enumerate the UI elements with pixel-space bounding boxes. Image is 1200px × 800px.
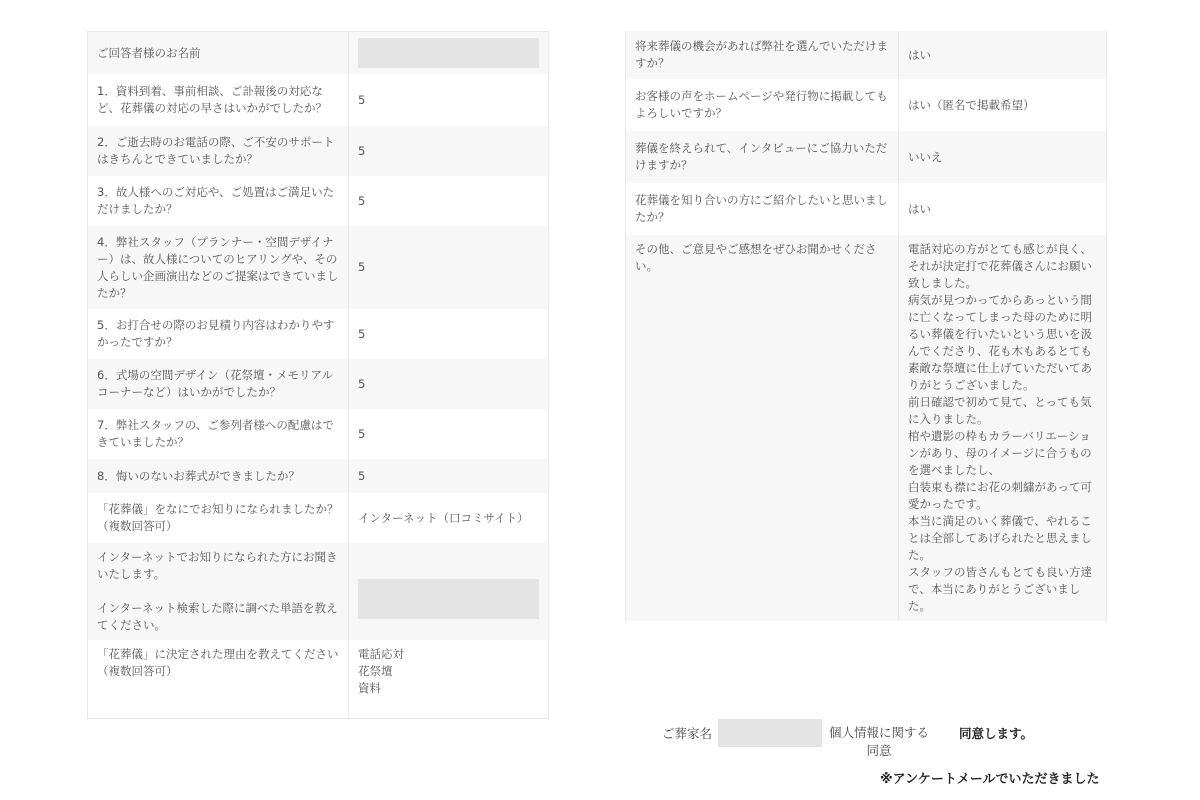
table-row — [88, 543, 549, 640]
question-cell: 花葬儀を知り合いの方にご紹介したいと思いましたか？ — [626, 183, 899, 235]
masked-family-name — [718, 719, 822, 747]
table-row — [88, 493, 549, 543]
answer-cell — [349, 543, 549, 640]
question-cell: 8．悔いのないお葬式ができましたか？ — [88, 459, 349, 493]
table-row — [626, 79, 1107, 131]
question-cell: 6．式場の空間デザイン（花祭壇・メモリアルコーナーなど）はいかがでしたか？ — [88, 359, 349, 409]
family-name-label: ご葬家名 — [662, 726, 713, 741]
source-note: ※アンケートメールでいただきました — [880, 772, 1100, 787]
question-cell: 葬儀を終えられて、インタビューにご協力いただけますか？ — [626, 131, 899, 183]
question-cell: 4．弊社スタッフ（プランナー・空間デザイナー）は、故人様についてのヒアリングや、その人らしい企画演出などのご提案はできていましたか？ — [88, 226, 349, 309]
answer-cell: 5 — [349, 74, 549, 126]
masked-keyword-field — [358, 579, 539, 619]
question-cell: 1．資料到着、事前相談、ご訃報後の対応など、花葬儀の対応の早さはいかがでしたか？ — [88, 74, 349, 126]
answer-cell: はい — [899, 31, 1107, 79]
answer-cell: 5 — [349, 409, 549, 459]
privacy-consent-value: 同意します。 — [959, 726, 1034, 741]
answer-cell: 電話対応の方がとても感じが良く、それが決定打で花葬儀さんにお願い致しました。 病気が見つかってからあっという間に亡くなってしまった母のために明るい葬儀を行いたいという思いを汲んでくださり、花も木もあるとても素敵な祭壇に仕上げていただいてありがとうございました。 前日確認で初めて見て、とっても気に入りました。 棺や遺影の枠もカラーバリエーションがあり、母のイメージに合うものを選べましたし、 白装束も襟にお花の刺繍があって可愛かったです。 本当に満足のいく葬儀で、やれることは全部してあげられたと思えました。 スタッフの皆さんもとても良い方達で、本当にありがとうございました。 — [899, 235, 1107, 621]
answer-cell: 5 — [349, 176, 549, 226]
table-row — [88, 226, 549, 309]
answer-cell: はい（匿名で掲載希望） — [899, 79, 1107, 131]
table-row — [88, 74, 549, 126]
answer-cell: インターネット（口コミサイト） — [349, 493, 549, 543]
answer-cell: 5 — [349, 126, 549, 176]
survey-table-left — [87, 31, 549, 719]
table-row — [626, 235, 1107, 621]
masked-name-field — [358, 38, 539, 68]
question-cell: お客様の声をホームページや発行物に掲載してもよろしいですか？ — [626, 79, 899, 131]
table-row — [88, 359, 549, 409]
answer-cell: 5 — [349, 226, 549, 309]
privacy-consent-label: 個人情報に関する同意 — [828, 725, 929, 758]
question-cell: 「花葬儀」をなにでお知りになられましたか？（複数回答可） — [88, 493, 349, 543]
question-cell: 7．弊社スタッフの、ご参列者様への配慮はできていましたか？ — [88, 409, 349, 459]
table-row — [88, 176, 549, 226]
answer-cell: 5 — [349, 459, 549, 493]
table-row — [88, 32, 549, 75]
table-row — [626, 31, 1107, 79]
answer-cell: はい — [899, 183, 1107, 235]
survey-table-right — [625, 31, 1107, 621]
table-row — [88, 459, 549, 493]
table-row — [88, 126, 549, 176]
answer-cell: 5 — [349, 309, 549, 359]
table-row — [626, 183, 1107, 235]
table-row — [88, 409, 549, 459]
question-cell: ご回答者様のお名前 — [88, 32, 349, 75]
question-cell: 将来葬儀の機会があれば弊社を選んでいただけますか？ — [626, 31, 899, 79]
question-cell: その他、ご意見やご感想をぜひお聞かせください。 — [626, 235, 899, 621]
question-cell: 2．ご逝去時のお電話の際、ご不安のサポートはきちんとできていましたか？ — [88, 126, 349, 176]
table-row — [626, 131, 1107, 183]
question-cell: インターネットでお知りになられた方にお聞きいたします。 インターネット検索した際に調べた単語を教えてください。 — [88, 543, 349, 640]
question-cell: 「花葬儀」に決定された理由を教えてください（複数回答可） — [88, 640, 349, 718]
answer-cell: いいえ — [899, 131, 1107, 183]
question-cell: 5．お打合せの際のお見積り内容はわかりやすかったですか？ — [88, 309, 349, 359]
answer-cell: 5 — [349, 359, 549, 409]
table-row — [88, 640, 549, 718]
table-row — [88, 309, 549, 359]
question-cell: 3．故人様へのご対応や、ご処置はご満足いただけましたか？ — [88, 176, 349, 226]
answer-cell: 電話応対 花祭壇 資料 — [349, 640, 549, 718]
answer-cell — [349, 32, 549, 75]
